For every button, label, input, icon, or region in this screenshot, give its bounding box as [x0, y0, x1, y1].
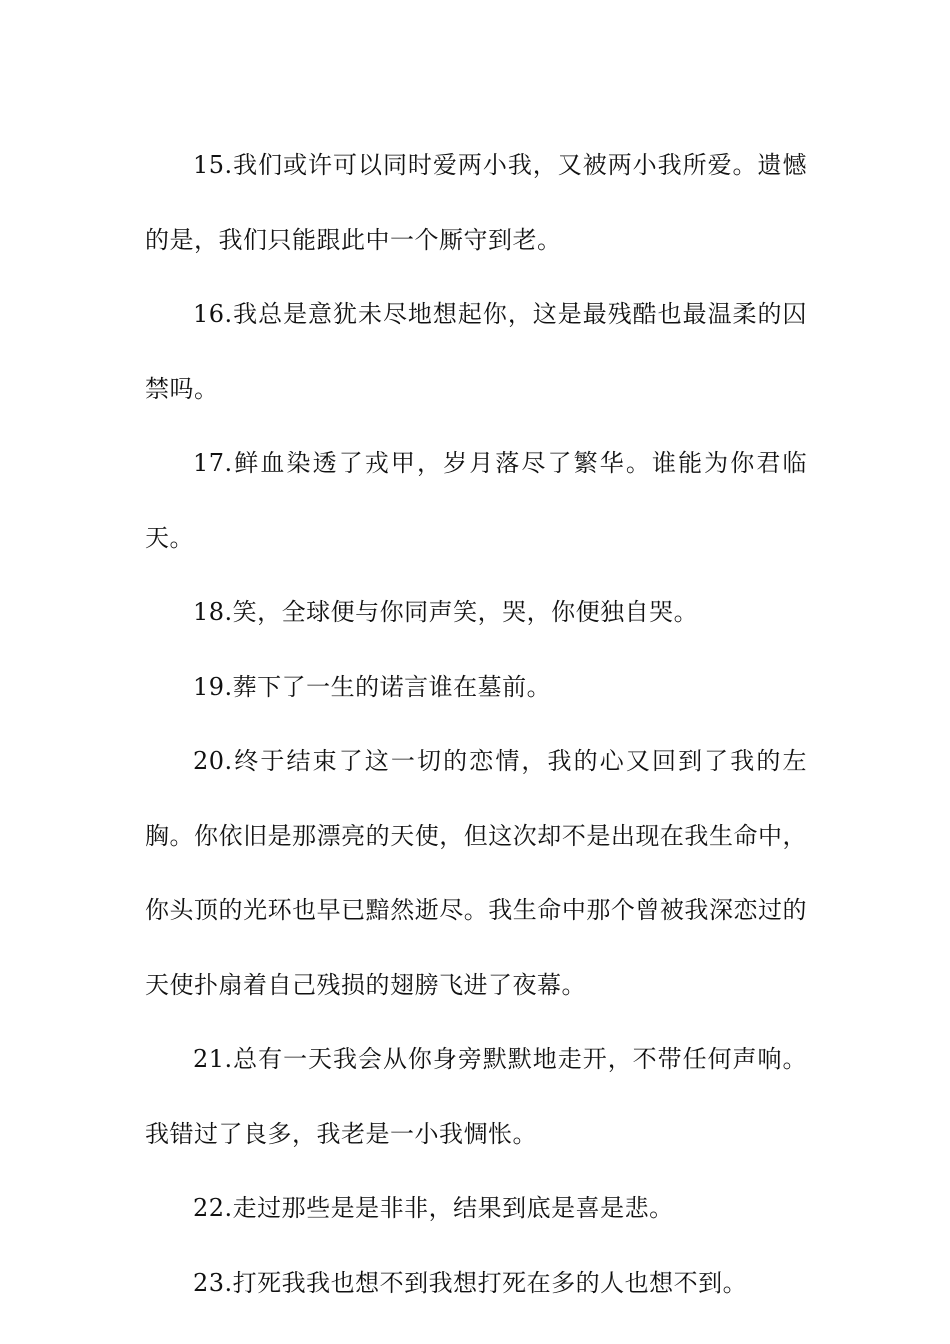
paragraph-23: 23.打死我我也想不到我想打死在多的人也想不到。 [193, 1268, 748, 1297]
paragraph-17: 17.鲜血染透了戎甲，岁月落尽了繁华。谁能为你君临天。 [145, 449, 807, 552]
paragraph-15: 15.我们或许可以同时爱两小我，又被两小我所爱。遗憾的是，我们只能跟此中一个厮守到老。 [145, 151, 807, 254]
paragraph-16: 16.我总是意犹未尽地想起你，这是最残酷也最温柔的囚禁吗。 [145, 300, 807, 403]
document-body [145, 128, 807, 1320]
paragraph-21: 21.总有一天我会从你身旁默默地走开，不带任何声响。我错过了良多，我老是一小我惆怅。 [145, 1045, 807, 1148]
paragraph-19: 19.葬下了一生的诺言谁在墓前。 [193, 672, 552, 701]
paragraph-22: 22.走过那些是是非非，结果到底是喜是悲。 [193, 1194, 674, 1222]
paragraph-18: 18.笑，全球便与你同声笑，哭，你便独自哭。 [193, 598, 699, 626]
paragraph-20: 20.终于结束了这一切的恋情，我的心又回到了我的左胸。你依旧是那漂亮的天使，但这次却不是出现在我生命中，你头顶的光环也早已黯然逝尽。我生命中那个曾被我深恋过的天使扑扇着自己残损的翅膀飞进了夜幕。 [145, 747, 807, 999]
